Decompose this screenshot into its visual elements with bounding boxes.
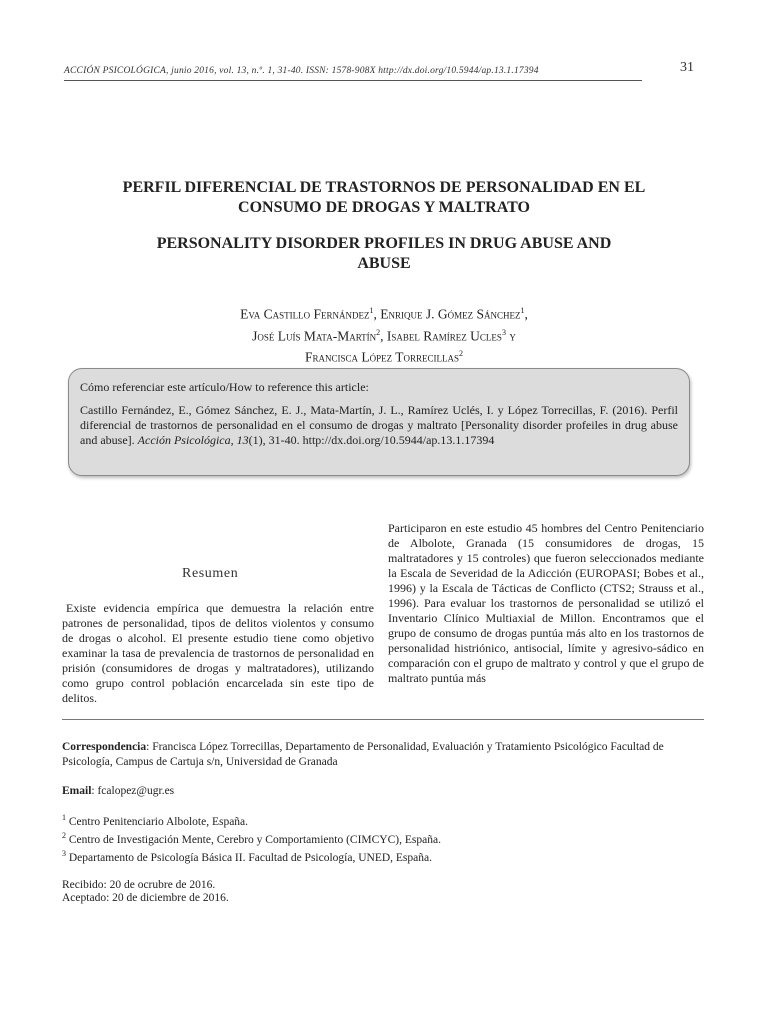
email-note: [62, 784, 704, 799]
author-name: Francisca López Torrecillas: [304, 349, 460, 365]
affiliation-marker: 2: [459, 349, 464, 358]
affiliation-marker: 1: [369, 306, 374, 315]
page-number: 31: [680, 60, 694, 75]
title-english-line2: ABUSE: [357, 255, 411, 272]
author-line-1: [60, 302, 708, 324]
header-rule: [64, 80, 642, 81]
title-english: [60, 234, 708, 274]
abstract-heading: Resumen: [182, 566, 239, 581]
abstract-right-column: Participaron en este estudio 45 hombres del Centro Penitenciario de Albolote, Granada (15 consumidores de drogas, 15 maltratadores y 15 controles) que fueron seleccionados mediante la Escala de Severidad de la Adicción (EUROPASI; Bobes et al., 1996) y la Escala de Tácticas de Conflicto (CTS2; Strauss et al., 1996). Para evaluar los trastornos de personalidad se utilizó el Inventario Clínico Multiaxial de Millon. Encontramos que el grupo de consumo de drogas puntúa más alto en los trastornos de personalidad histriónico, antisocial, límite y agresivo-sádico en comparación con el grupo de maltrato y control y que el grupo de maltrato puntúa más: [388, 521, 704, 685]
correspondence-label: Correspondencia: [62, 741, 147, 753]
author-separator: y: [505, 328, 516, 343]
author-name: , Isabel Ramírez Ucles: [380, 328, 502, 343]
citation-main: Castillo Fernández, E., Gómez Sánchez, E. J., Mata-Martín, J. L., Ramírez Uclés, I. y López Torrecillas, F. (2016). Perfil diferencial de trastornos de personalidad en el consumo de drogas y maltrato [Personality disorder profeiles in drug abuse and abuse].: [80, 403, 678, 447]
affiliation-text: Centro de Investigación Mente, Cerebro y Comportamiento (CIMCYC), España.: [66, 833, 441, 846]
title-english-line1: PERSONALITY DISORDER PROFILES IN DRUG ABUSE AND: [156, 235, 612, 252]
affiliation-marker: 3: [501, 327, 506, 337]
received-date: Recibido: 20 de ocrubre de 2016.: [62, 879, 216, 891]
author-name: Eva Castillo Fernández: [240, 306, 370, 322]
author-separator: ,: [524, 306, 528, 322]
accepted-date: Aceptado: 20 de diciembre de 2016.: [62, 892, 229, 904]
affiliation-marker: 1: [62, 813, 66, 822]
correspondence-note: [62, 740, 704, 770]
citation-heading: Cómo referenciar este artículo/How to reference this article:: [80, 380, 369, 394]
email-address: : fcalopez@ugr.es: [91, 785, 175, 797]
affiliation-2: [62, 828, 704, 848]
email-label: Email: [62, 785, 92, 797]
author-list: [60, 302, 708, 367]
affiliation-text: Centro Penitenciario Albolote, España.: [66, 815, 249, 828]
affiliation-text: Departamento de Psicología Básica II. Facultad de Psicología, UNED, España.: [66, 851, 432, 864]
title-spanish-line2: CONSUMO DE DROGAS Y MALTRATO: [238, 199, 530, 216]
affiliation-marker: 2: [62, 831, 66, 840]
author-line-2: [60, 324, 708, 346]
correspondence-text: : Francisca López Torrecillas, Departamento de Personalidad, Evaluación y Tratamiento Psicológico Facultad de Psicología, Campus de Cartuja s/n, Universidad de Granada: [62, 741, 664, 768]
author-name: José Luís Mata-Martín: [252, 328, 377, 343]
abstract-left-column: Existe evidencia empírica que demuestra la relación entre patrones de personalidad, tipos de delitos violentos y consumo de drogas o alcohol. El presente estudio tiene como objetivo examinar la tasa de prevalencia de trastornos de personalidad en prisión (consumidores de drogas y maltratadores), utilizando como grupo control población encarcelada sin este tipo de delitos.: [62, 601, 374, 705]
footnote-rule: [62, 719, 704, 720]
citation-text: [80, 403, 678, 448]
affiliation-1: [62, 810, 704, 830]
affiliation-marker: 3: [62, 849, 66, 858]
running-header: ACCIÓN PSICOLÓGICA, junio 2016, vol. 13, n.º. 1, 31-40. ISSN: 1578-908X http://dx.doi.org/10.5944/ap.13.1.17394: [64, 66, 539, 76]
affiliation-marker: 1: [520, 306, 525, 315]
title-spanish-line1: PERFIL DIFERENCIAL DE TRASTORNOS DE PERSONALIDAD EN EL: [122, 179, 646, 196]
author-name: , Enrique J. Gómez Sánchez: [373, 306, 521, 322]
author-line-3: [60, 345, 708, 367]
citation-journal: Acción Psicológica, 13: [137, 433, 249, 447]
affiliation-marker: 2: [376, 327, 381, 337]
affiliation-3: [62, 846, 704, 866]
title-spanish: [60, 178, 708, 218]
citation-tail: (1), 31-40. http://dx.doi.org/10.5944/ap.13.1.17394: [248, 433, 495, 447]
